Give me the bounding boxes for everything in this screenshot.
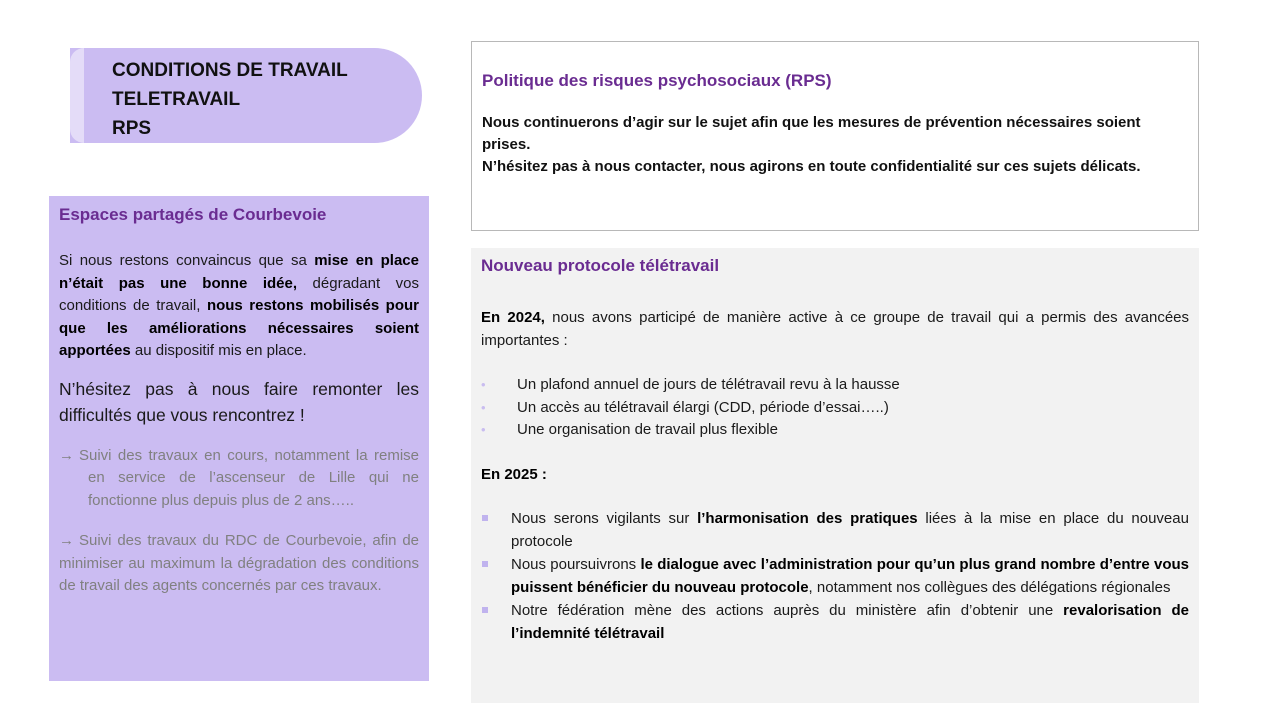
rps-title: Politique des risques psychosociaux (RPS) xyxy=(482,71,832,90)
text-run: Notre fédération mène des actions auprès du ministère afin d’obtenir une xyxy=(511,602,1064,619)
text-run: Si nous restons convaincus que sa xyxy=(59,252,315,269)
followup-text: Suivi des travaux en cours, notamment la remise en service de l’ascenseur de Lille qui ne fonctionne plus depuis plus de 2 ans….. xyxy=(79,446,419,509)
teletravail-panel xyxy=(471,248,1199,703)
courbevoie-call-to-action: N’hésitez pas à nous faire remonter les difficultés que vous rencontrez ! xyxy=(59,378,419,425)
rps-text xyxy=(482,112,1188,178)
teletravail-title: Nouveau protocole télétravail xyxy=(481,256,720,275)
title-line: TELETRAVAIL xyxy=(112,89,241,110)
text-run: au dispositif mis en place. xyxy=(130,342,307,359)
courbevoie-paragraph xyxy=(59,250,419,363)
bullet-list-2024 xyxy=(481,374,1189,442)
list-item: • Un plafond annuel de jours de télétravail revu à la hausse xyxy=(481,374,1189,397)
text-run: nous avons participé de manière active à ce groupe de travail qui a permis des avancées importantes : xyxy=(481,309,1189,349)
courbevoie-panel xyxy=(49,196,429,681)
text-run-bold: nous restons mobilisés pour que les améliorations nécessaires soient apportées xyxy=(59,297,419,359)
list-item xyxy=(481,600,1189,645)
text-run-bold: le dialogue avec l’administration pour qu’un plus grand nombre d’entre vous puissent bénéficier du nouveau protocole xyxy=(511,556,1190,596)
teletravail-2025-heading: En 2025 : xyxy=(481,465,547,483)
followup-text: Suivi des travaux du RDC de Courbevoie, afin de minimiser au maximum la dégradation des conditions de travail des agents concernés par ces travaux. xyxy=(59,532,419,594)
text-run: liées à la mise en place du nouveau protocole xyxy=(511,510,1189,550)
rps-line: Nous continuerons d’agir sur le sujet afin que les mesures de prévention nécessaires soient prises. xyxy=(482,114,1141,153)
text-run-bold: l’harmonisation des pratiques xyxy=(697,510,918,527)
text-run: dégradant vos conditions de travail, xyxy=(59,274,419,314)
title-line: RPS xyxy=(112,118,152,139)
followup-item xyxy=(59,530,419,598)
text-run-bold: revalorisation de l’indemnité télétravail xyxy=(511,602,1189,642)
text-run-bold: En 2024, xyxy=(481,309,545,326)
teletravail-2024-intro xyxy=(481,307,1189,352)
text-run: , notamment nos collègues des délégations régionales xyxy=(808,578,1171,596)
rps-line: N’hésitez pas à nous contacter, nous agirons en toute confidentialité sur ces sujets délicats. xyxy=(482,158,1141,175)
text-run: Nous serons vigilants sur xyxy=(511,510,698,527)
followup-item xyxy=(59,445,419,513)
courbevoie-title: Espaces partagés de Courbevoie xyxy=(59,205,327,224)
title-line: CONDITIONS DE TRAVAIL xyxy=(112,60,348,81)
rps-panel xyxy=(471,41,1199,231)
text-run-bold: mise en place n’était pas une bonne idée, xyxy=(59,252,419,292)
list-item: • Une organisation de travail plus flexible xyxy=(481,419,1189,442)
bullet-list-2025 xyxy=(481,508,1189,645)
text-run: Nous poursuivrons xyxy=(511,556,641,573)
list-item: • Un accès au télétravail élargi (CDD, période d’essai…..) xyxy=(481,397,1189,420)
list-item xyxy=(481,554,1189,599)
arrow-right-icon: → xyxy=(59,532,74,549)
list-item xyxy=(481,508,1189,553)
arrow-right-icon: → xyxy=(59,446,74,464)
page-title xyxy=(112,56,348,143)
